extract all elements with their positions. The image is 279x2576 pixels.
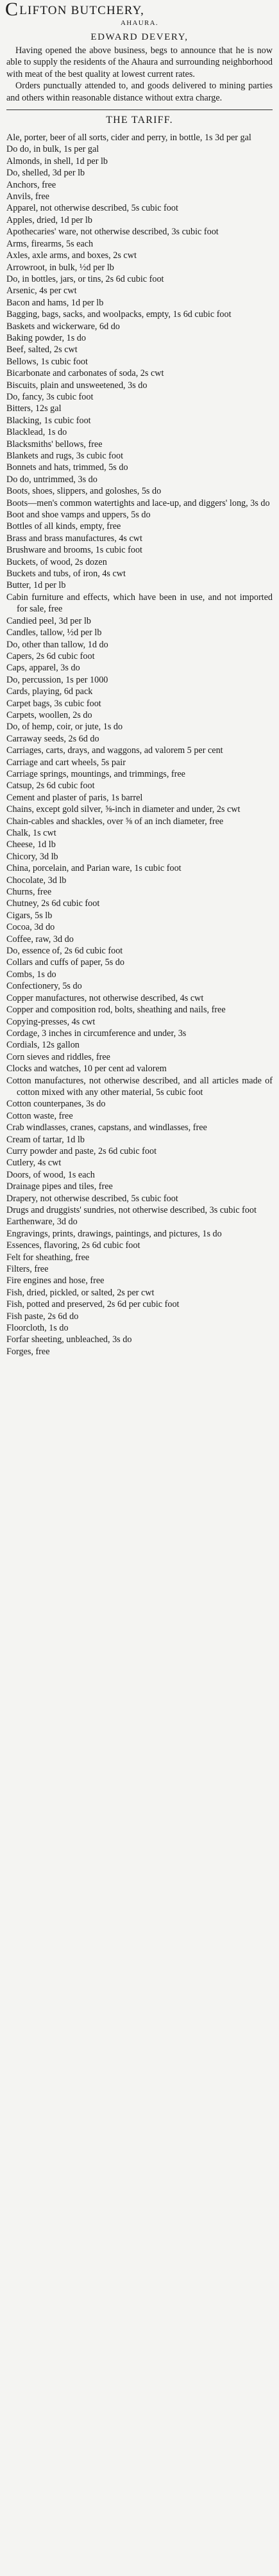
tariff-item: Boot and shoe vamps and uppers, 5s do (6, 510, 151, 521)
tariff-item: Chain-cables and shackles, over ⅝ of an inch diameter, free (6, 816, 224, 827)
tariff-item: Drapery, not otherwise described, 5s cubic foot (6, 1193, 178, 1204)
tariff-item: Cutlery, 4s cwt (6, 1158, 62, 1169)
tariff-item: Carraway seeds, 2s 6d do (6, 733, 99, 744)
tariff-item: Catsup, 2s 6d cubic foot (6, 781, 95, 791)
tariff-item: Cheese, 1d lb (6, 839, 56, 850)
tariff-item: Confectionery, 5s do (6, 981, 82, 992)
tariff-item: Fire engines and hose, free (6, 1276, 105, 1286)
tariff-item: Cream of tartar, 1d lb (6, 1134, 85, 1145)
title-rest: LIFTON BUTCHERY, (19, 4, 145, 17)
tariff-item: Forges, free (6, 1346, 50, 1357)
tariff-item: Engravings, prints, drawings, paintings, and pictures, 1s do (6, 1228, 222, 1239)
tariff-heading: THE TARIFF. (106, 115, 173, 126)
tariff-item: Fish paste, 2s 6d do (6, 1311, 79, 1322)
tariff-item: Chutney, 2s 6d cubic foot (6, 898, 100, 909)
title-initial: C (5, 0, 19, 20)
tariff-item: Butter, 1d per lb (6, 580, 66, 591)
tariff-item: Bellows, 1s cubic foot (6, 356, 88, 367)
tariff-item: Curry powder and paste, 2s 6d cubic foot (6, 1146, 157, 1156)
tariff-item: Chicory, 3d lb (6, 851, 58, 862)
tariff-item: Apothecaries' ware, not otherwise described, 3s cubic foot (6, 227, 219, 238)
advert-paragraph-2: Orders punctually attended to, and goods delivered to mining parties and others within reasonable distance without extra charge. (6, 81, 273, 103)
tariff-item: Do do, in bulk, 1s per gal (6, 144, 99, 155)
tariff-item: Do, other than tallow, 1d do (6, 639, 108, 650)
tariff-item: Churns, free (6, 887, 52, 898)
tariff-item: Drugs and druggists' sundries, not otherwise described, 3s cubic foot (6, 1205, 257, 1215)
tariff-item: Arsenic, 4s per cwt (6, 286, 77, 296)
tariff-item: Blacking, 1s cubic foot (6, 415, 91, 426)
tariff-item: Fish, dried, pickled, or salted, 2s per cwt (6, 1287, 155, 1298)
tariff-item: Do, fancy, 3s cubic foot (6, 391, 94, 402)
tariff-item: Floorcloth, 1s do (6, 1323, 69, 1334)
tariff-item: Forfar sheeting, unbleached, 3s do (6, 1334, 132, 1345)
tariff-item: Earthenware, 3d do (6, 1217, 78, 1227)
tariff-item: Candles, tallow, ½d per lb (6, 628, 102, 638)
advert-title (5, 0, 273, 20)
tariff-item: Do, of hemp, coir, or jute, 1s do (6, 722, 123, 733)
tariff-item: Boots, shoes, slippers, and goloshes, 5s do (6, 486, 162, 497)
tariff-item: Do, essence of, 2s 6d cubic foot (6, 946, 123, 957)
tariff-item: Essences, flavoring, 2s 6d cubic foot (6, 1240, 140, 1251)
tariff-item: Apples, dried, 1d per lb (6, 215, 92, 225)
tariff-item: Coffee, raw, 3d do (6, 934, 74, 944)
tariff-item: Felt for sheathing, free (6, 1252, 90, 1263)
tariff-item: Copying-presses, 4s cwt (6, 1016, 96, 1027)
tariff-item: Ale, porter, beer of all sorts, cider and perry, in bottle, 1s 3d per gal (6, 133, 251, 143)
tariff-item: Cards, playing, 6d pack (6, 686, 93, 697)
tariff-item: Carriages, carts, drays, and waggons, ad valorem 5 per cent (6, 745, 223, 756)
tariff-item: Boots—men's common watertights and lace-up, and diggers' long, 3s do (6, 498, 270, 508)
tariff-item: Blacksmiths' bellows, free (6, 439, 103, 450)
tariff-item: Carriage springs, mountings, and trimmings, free (6, 768, 185, 779)
tariff-item: Cordials, 12s gallon (6, 1040, 80, 1051)
tariff-item: Brass and brass manufactures, 4s cwt (6, 533, 142, 544)
tariff-item: Carpet bags, 3s cubic foot (6, 698, 101, 709)
tariff-item: Chocolate, 3d lb (6, 875, 67, 886)
tariff-item: Collars and cuffs of paper, 5s do (6, 957, 124, 968)
butchery-advertisement (5, 0, 273, 104)
tariff-item: Bottles of all kinds, empty, free (6, 521, 121, 532)
tariff-item: China, porcelain, and Parian ware, 1s cubic foot (6, 863, 182, 874)
tariff-item: Chalk, 1s cwt (6, 828, 56, 838)
tariff-item: Apparel, not otherwise described, 5s cubic foot (6, 203, 178, 214)
tariff-item: Blacklead, 1s do (6, 427, 67, 438)
tariff-item: Bitters, 12s gal (6, 403, 62, 414)
tariff-item: Chains, except gold silver, ⅝-inch in diameter and under, 2s cwt (6, 804, 241, 815)
tariff-item: Drainage pipes and tiles, free (6, 1181, 113, 1192)
tariff-item: Beef, salted, 2s cwt (6, 344, 78, 355)
tariff-item: Baskets and wickerware, 6d do (6, 321, 120, 332)
proprietor-name: EDWARD DEVERY, (90, 32, 189, 42)
tariff-item: Fish, potted and preserved, 2s 6d per cubic foot (6, 1299, 180, 1310)
tariff-item: Filters, free (6, 1264, 49, 1275)
tariff-item: Blankets and rugs, 3s cubic foot (6, 451, 124, 461)
tariff-item: Bicarbonate and carbonates of soda, 2s cwt (6, 368, 164, 379)
tariff-item: Corn sieves and riddles, free (6, 1051, 110, 1062)
tariff-item: Cabin furniture and effects, which have been in use, and not imported for sale, free (6, 592, 273, 615)
tariff-item: Axles, axle arms, and boxes, 2s cwt (6, 250, 137, 261)
advert-place: AHAURA. (121, 19, 158, 27)
tariff-item: Brushware and brooms, 1s cubic foot (6, 545, 142, 556)
tariff-item: Buckets and tubs, of iron, 4s cwt (6, 569, 126, 579)
tariff-item: Doors, of wood, 1s each (6, 1169, 95, 1180)
tariff-item: Cigars, 5s lb (6, 910, 53, 921)
tariff-item: Do, shelled, 3d per lb (6, 168, 85, 179)
tariff-item: Carpets, woollen, 2s do (6, 709, 92, 720)
tariff-item: Bagging, bags, sacks, and woolpacks, empty, 1s 6d cubic foot (6, 309, 232, 320)
tariff-item: Candied peel, 3d per lb (6, 615, 91, 626)
advert-paragraph-1: Having opened the above business, begs to announce that he is now able to supply the residents of the Ahaura and surrounding neighborhood with meat of the best quality at lowest current rates. (6, 45, 273, 79)
tariff-item: Do, percussion, 1s per 1000 (6, 674, 108, 685)
tariff-item: Cotton counterpanes, 3s do (6, 1099, 106, 1110)
tariff-item: Arms, firearms, 5s each (6, 238, 94, 249)
tariff-item: Copper manufactures, not otherwise described, 4s cwt (6, 992, 204, 1003)
tariff-item: Cement and plaster of paris, 1s barrel (6, 792, 143, 803)
section-divider (6, 109, 273, 110)
tariff-item: Cordage, 3 inches in circumference and under, 3s (6, 1028, 187, 1039)
tariff-item: Baking powder, 1s do (6, 332, 86, 343)
tariff-item: Biscuits, plain and unsweetened, 3s do (6, 380, 148, 391)
tariff-item: Do, in bottles, jars, or tins, 2s 6d cubic foot (6, 273, 164, 284)
tariff-item: Carriage and cart wheels, 5s pair (6, 757, 126, 768)
tariff-item: Cocoa, 3d do (6, 922, 55, 933)
tariff-item: Caps, apparel, 3s do (6, 663, 80, 674)
tariff-item: Bonnets and hats, trimmed, 5s do (6, 462, 128, 473)
tariff-item: Buckets, of wood, 2s dozen (6, 556, 107, 567)
tariff-item: Almonds, in shell, 1d per lb (6, 156, 108, 166)
tariff-item: Combs, 1s do (6, 969, 56, 980)
tariff-item: Capers, 2s 6d cubic foot (6, 651, 95, 661)
tariff-item: Cotton manufactures, not otherwise described, and all articles made of cotton mixed with any other material, 5s cubic foot (6, 1075, 273, 1098)
tariff-item: Anvils, free (6, 191, 49, 202)
tariff-item: Copper and composition rod, bolts, sheathing and nails, free (6, 1005, 226, 1016)
tariff-item: Cotton waste, free (6, 1110, 73, 1121)
tariff-item: Clocks and watches, 10 per cent ad valorem (6, 1064, 167, 1074)
tariff-item: Bacon and hams, 1d per lb (6, 297, 104, 308)
tariff-item: Arrowroot, in bulk, ½d per lb (6, 262, 114, 273)
tariff-item: Crab windlasses, cranes, capstans, and windlasses, free (6, 1122, 207, 1133)
tariff-list (6, 132, 273, 1357)
tariff-item: Do do, untrimmed, 3s do (6, 474, 97, 485)
tariff-item: Anchors, free (6, 179, 56, 190)
